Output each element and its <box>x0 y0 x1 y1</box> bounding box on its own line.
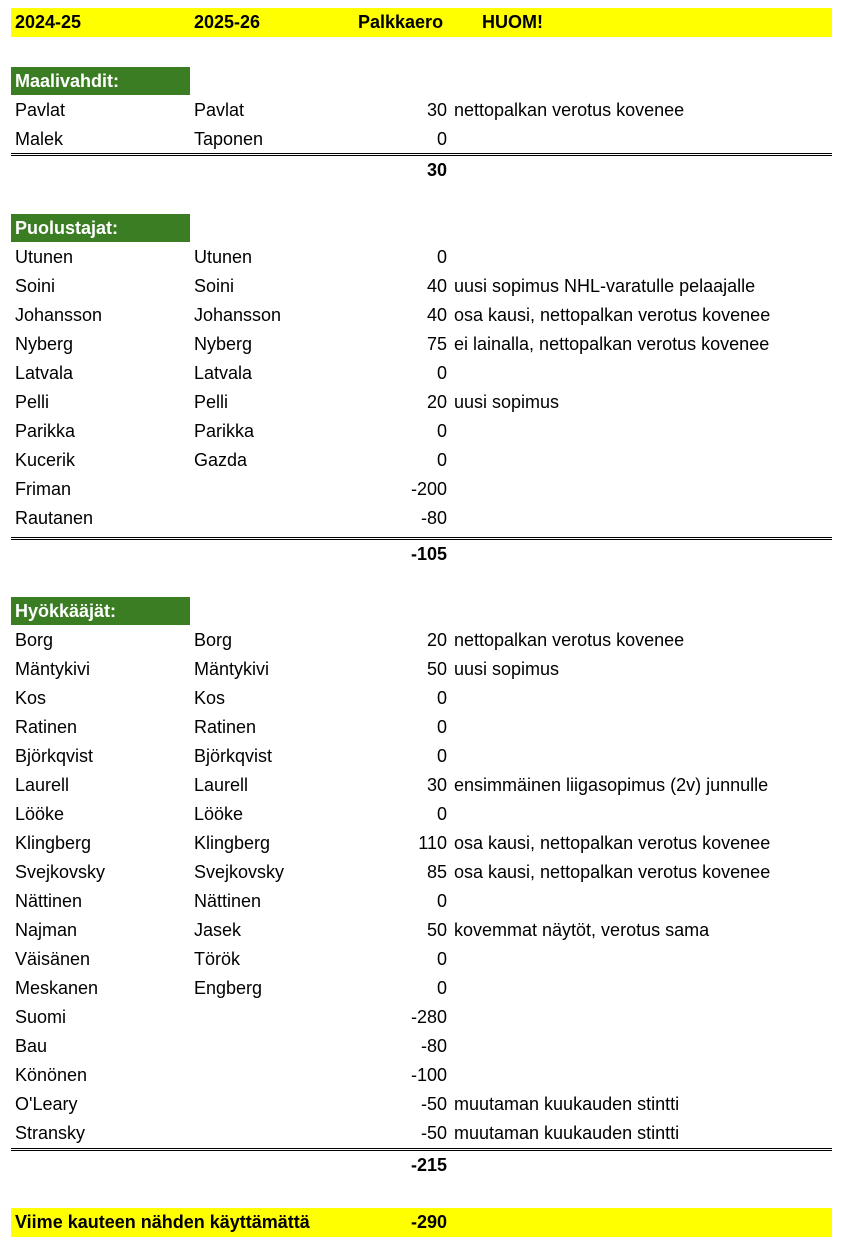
player-note: osa kausi, nettopalkan verotus kovenee <box>454 305 771 325</box>
player-note: muutaman kuukauden stintti <box>454 1094 680 1114</box>
salary-diff: 75 <box>426 334 447 354</box>
salary-diff: 0 <box>436 129 447 149</box>
player-note: kovemmat näytöt, verotus sama <box>454 920 710 940</box>
defense-total: -105 <box>410 544 447 564</box>
salary-diff: 40 <box>426 276 447 296</box>
footer-value: -290 <box>410 1212 447 1232</box>
player-next-season: Parikka <box>194 421 255 441</box>
player-prev-season: O'Leary <box>15 1094 78 1114</box>
salary-diff: 0 <box>436 717 447 737</box>
category-forwards: Hyökkääjät: <box>11 597 190 625</box>
category-goalies: Maalivahdit: <box>11 67 190 95</box>
player-next-season: Pavlat <box>194 100 245 120</box>
player-next-season: Jasek <box>194 920 242 940</box>
player-next-season: Utunen <box>194 247 253 267</box>
salary-diff: -100 <box>410 1065 447 1085</box>
player-row <box>11 974 832 1003</box>
player-next-season: Laurell <box>194 775 249 795</box>
header-salary-diff: Palkkaero <box>358 12 444 32</box>
player-row <box>11 655 832 684</box>
player-row <box>11 945 832 974</box>
player-prev-season: Parikka <box>15 421 76 441</box>
player-prev-season: Malek <box>15 129 64 149</box>
player-row <box>11 1003 832 1032</box>
player-row <box>11 626 832 655</box>
player-prev-season: Suomi <box>15 1007 67 1027</box>
player-row <box>11 829 832 858</box>
salary-diff: 50 <box>426 659 447 679</box>
salary-diff: 0 <box>436 450 447 470</box>
player-row <box>11 125 832 154</box>
player-row <box>11 1090 832 1119</box>
player-row <box>11 301 832 330</box>
player-note: nettopalkan verotus kovenee <box>454 630 685 650</box>
player-note: nettopalkan verotus kovenee <box>454 100 685 120</box>
player-note: uusi sopimus NHL-varatulle pelaajalle <box>454 276 756 296</box>
player-next-season: Török <box>194 949 241 969</box>
salary-diff: 50 <box>426 920 447 940</box>
player-row <box>11 96 832 125</box>
salary-diff: -80 <box>420 1036 447 1056</box>
player-prev-season: Rautanen <box>15 508 94 528</box>
player-note: muutaman kuukauden stintti <box>454 1123 680 1143</box>
player-note: ei lainalla, nettopalkan verotus kovenee <box>454 334 770 354</box>
player-row <box>11 388 832 417</box>
player-prev-season: Meskanen <box>15 978 99 998</box>
player-prev-season: Mäntykivi <box>15 659 91 679</box>
salary-diff: -280 <box>410 1007 447 1027</box>
player-prev-season: Johansson <box>15 305 103 325</box>
salary-diff: 40 <box>426 305 447 325</box>
player-prev-season: Borg <box>15 630 54 650</box>
player-row <box>11 417 832 446</box>
player-next-season: Taponen <box>194 129 264 149</box>
header-season-next: 2025-26 <box>194 12 261 32</box>
category-defense: Puolustajat: <box>11 214 190 242</box>
player-prev-season: Könönen <box>15 1065 88 1085</box>
player-row <box>11 1119 832 1148</box>
salary-diff: -80 <box>420 508 447 528</box>
player-note: uusi sopimus <box>454 659 560 679</box>
player-row <box>11 713 832 742</box>
salary-diff: 110 <box>418 833 447 853</box>
player-next-season: Johansson <box>194 305 282 325</box>
player-row <box>11 446 832 475</box>
player-row <box>11 504 832 533</box>
player-prev-season: Kos <box>15 688 47 708</box>
salary-diff: -50 <box>420 1123 447 1143</box>
player-row <box>11 272 832 301</box>
player-prev-season: Pavlat <box>15 100 66 120</box>
salary-diff: 0 <box>436 978 447 998</box>
player-row <box>11 742 832 771</box>
player-row <box>11 1032 832 1061</box>
header-note: HUOM! <box>482 12 543 32</box>
player-next-season: Mäntykivi <box>194 659 270 679</box>
player-row <box>11 858 832 887</box>
player-prev-season: Pelli <box>15 392 50 412</box>
player-prev-season: Nättinen <box>15 891 83 911</box>
player-row <box>11 800 832 829</box>
player-row <box>11 475 832 504</box>
salary-diff: 0 <box>436 949 447 969</box>
player-note: ensimmäinen liigasopimus (2v) junnulle <box>454 775 769 795</box>
salary-diff: 30 <box>426 775 447 795</box>
player-row <box>11 243 832 272</box>
player-next-season: Lööke <box>194 804 244 824</box>
player-prev-season: Latvala <box>15 363 74 383</box>
player-prev-season: Lööke <box>15 804 65 824</box>
salary-diff: 0 <box>436 363 447 383</box>
player-row <box>11 1061 832 1090</box>
salary-diff: -50 <box>420 1094 447 1114</box>
salary-diff: 0 <box>436 804 447 824</box>
player-prev-season: Bau <box>15 1036 48 1056</box>
player-row <box>11 887 832 916</box>
player-next-season: Gazda <box>194 450 248 470</box>
player-prev-season: Soini <box>15 276 56 296</box>
salary-diff: 0 <box>436 421 447 441</box>
salary-diff: 0 <box>436 891 447 911</box>
player-prev-season: Kucerik <box>15 450 76 470</box>
salary-diff: 85 <box>426 862 447 882</box>
header-season-prev: 2024-25 <box>15 12 82 32</box>
player-row <box>11 771 832 800</box>
player-next-season: Svejkovsky <box>194 862 285 882</box>
player-prev-season: Friman <box>15 479 72 499</box>
salary-diff: 0 <box>436 746 447 766</box>
player-prev-season: Björkqvist <box>15 746 94 766</box>
player-next-season: Klingberg <box>194 833 271 853</box>
salary-diff: 0 <box>436 688 447 708</box>
salary-diff: 0 <box>436 247 447 267</box>
player-prev-season: Stransky <box>15 1123 86 1143</box>
salary-diff: 20 <box>426 392 447 412</box>
player-prev-season: Svejkovsky <box>15 862 106 882</box>
player-next-season: Nyberg <box>194 334 253 354</box>
player-prev-season: Utunen <box>15 247 74 267</box>
player-note: osa kausi, nettopalkan verotus kovenee <box>454 862 771 882</box>
forwards-total: -215 <box>410 1155 447 1175</box>
goalies-total: 30 <box>426 160 447 180</box>
player-row <box>11 330 832 359</box>
player-row <box>11 684 832 713</box>
player-prev-season: Klingberg <box>15 833 92 853</box>
player-prev-season: Nyberg <box>15 334 74 354</box>
player-prev-season: Najman <box>15 920 78 940</box>
player-prev-season: Laurell <box>15 775 70 795</box>
salary-diff: 20 <box>426 630 447 650</box>
salary-diff: 30 <box>426 100 447 120</box>
player-note: osa kausi, nettopalkan verotus kovenee <box>454 833 771 853</box>
player-next-season: Björkqvist <box>194 746 273 766</box>
player-next-season: Engberg <box>194 978 263 998</box>
player-next-season: Ratinen <box>194 717 257 737</box>
footer-label: Viime kauteen nähden käyttämättä <box>15 1212 310 1232</box>
player-note: uusi sopimus <box>454 392 560 412</box>
player-next-season: Kos <box>194 688 226 708</box>
player-next-season: Soini <box>194 276 235 296</box>
player-row <box>11 359 832 388</box>
player-next-season: Nättinen <box>194 891 262 911</box>
player-prev-season: Väisänen <box>15 949 91 969</box>
player-next-season: Borg <box>194 630 233 650</box>
salary-diff: -200 <box>410 479 447 499</box>
player-prev-season: Ratinen <box>15 717 78 737</box>
player-next-season: Pelli <box>194 392 229 412</box>
player-next-season: Latvala <box>194 363 253 383</box>
player-row <box>11 916 832 945</box>
